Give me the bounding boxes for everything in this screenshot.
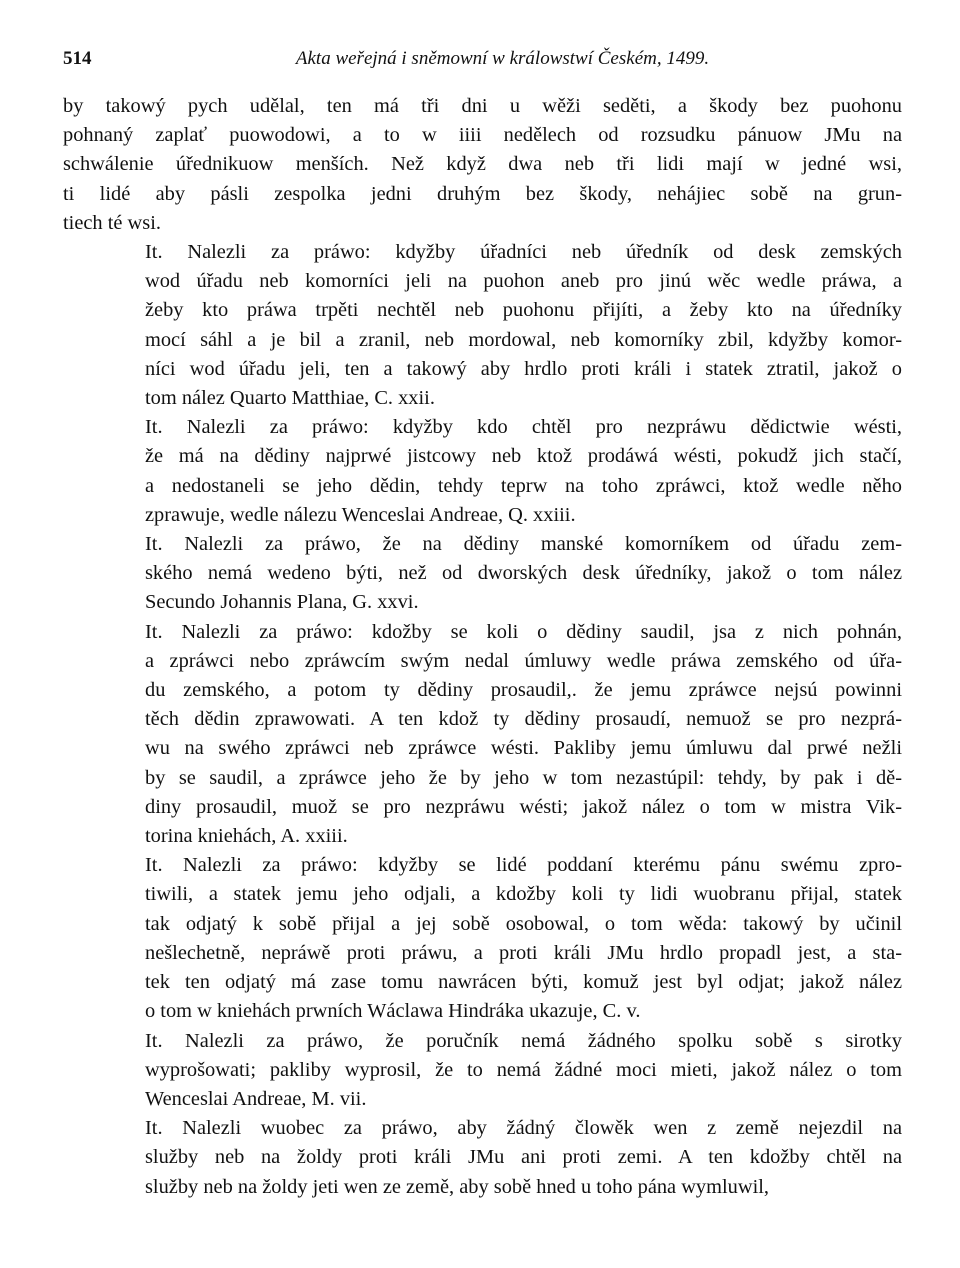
text-line: Wenceslai Andreae, M. vii. [145, 1087, 367, 1110]
text-line: Secundo Johannis Plana, G. xxvi. [145, 591, 419, 614]
text-line: It. Nalezli za práwo, že poručník nemá žádného spolku sobě s sirotky [145, 1029, 902, 1052]
paragraph [63, 1114, 902, 1202]
body-text [63, 92, 902, 1202]
text-line: diny prosaudil, muož se pro nezpráwu wésti; jakož nález o tom w mistra Vik- [145, 795, 902, 818]
text-line: by se saudil, a zpráwce jeho že by jeho w tom nezastúpil: tehdy, by pak i dě- [145, 766, 902, 789]
text-line: It. Nalezli za práwo: kdyžby úřadníci neb úředník od desk zemských [145, 241, 902, 264]
paragraph [63, 618, 902, 852]
text-line: zprawuje, wedle nálezu Wenceslai Andreae, Q. xxiii. [145, 503, 576, 526]
text-line: že má na dědiny najprwé jistcowy neb ktož prodáwá wésti, pokudž jich stačí, [145, 445, 902, 468]
paragraph [63, 851, 902, 1026]
text-line: wyprošowati; pakliby wyprosil, že to nemá žádné moci mieti, jakož nález o tom [145, 1058, 902, 1081]
text-line: níci wod úřadu jeli, ten a takowý aby hrdlo proti králi i statek ztratil, jakož o [145, 357, 902, 380]
text-line: mocí sáhl a je bil a zranil, neb mordowal, neb komorníky zbil, kdyžby komor- [145, 328, 902, 351]
text-line: tiwili, a statek jemu jeho odjali, a kdožby koli ty lidi wuobranu přijal, statek [145, 883, 902, 906]
text-line: It. Nalezli wuobec za práwo, aby žádný člowěk wen z země nejezdil na [145, 1117, 902, 1140]
text-line: tek ten odjatý má zase tomu nawrácen býti, komuž jest byl odjat; jakož nález [145, 971, 902, 994]
text-line: wu na swého zpráwci neb zpráwce wésti. Pakliby jemu úmluwu dal prwé nežli [145, 737, 902, 760]
paragraph [63, 1027, 902, 1115]
text-line: du zemského, a potom ty dědiny prosaudil,. že jemu zpráwce nejsú powinni [145, 679, 902, 702]
text-line: It. Nalezli za práwo, že na dědiny manské komorníkem od úřadu zem- [145, 533, 902, 556]
text-line: o tom w kniehách prwních Wáclawa Hindráka ukazuje, C. v. [145, 1000, 641, 1023]
paragraph [63, 530, 902, 618]
text-line: a zpráwci nebo zpráwcím swým nedal úmluwy wedle práwa zemského od úřa- [145, 649, 902, 672]
text-line: tiech té wsi. [63, 211, 161, 234]
paragraph [63, 92, 902, 238]
page-number: 514 [63, 48, 92, 69]
running-title: Akta weřejná i sněmowní w králowstwí Českém, 1499. [295, 48, 710, 69]
text-line: a nedostaneli se jeho dědin, tehdy teprw na toho zpráwci, ktož wedle něho [145, 474, 902, 497]
page-header [63, 44, 902, 74]
text-line: schwálenie úřednikuow menších. Než když dwa neb tři lidi mají w jedné wsi, [63, 153, 902, 176]
text-line: It. Nalezli za práwo: kdyžby kdo chtěl pro nezpráwu dědictwie wésti, [145, 416, 902, 439]
text-line: těch dědin zprawowati. A ten kdož ty dědiny prosaudí, nemuož se pro nezprá- [145, 708, 902, 731]
text-line: It. Nalezli za práwo: kdyžby se lidé poddaní kterému pánu swému zpro- [145, 854, 902, 877]
text-line: služby neb na žoldy jeti wen ze země, aby sobě hned u toho pána wymluwil, [145, 1175, 770, 1198]
text-line: tom nález Quarto Matthiae, C. xxii. [145, 387, 435, 410]
text-line: pohnaný zaplať puowodowi, a to w iiii nedělech od rozsudku pánuow JMu na [63, 124, 902, 147]
text-line: torina kniehách, A. xxiii. [145, 825, 348, 848]
text-line: It. Nalezli za práwo: kdožby se koli o dědiny saudil, jsa z nich pohnán, [145, 620, 902, 643]
text-line: služby neb na žoldy proti králi JMu ani proti zemi. A ten kdožby chtěl na [145, 1146, 902, 1169]
text-line: wod úřadu neb komorníci jeli na puohon aneb pro jinú wěc wedle práwa, a [145, 270, 902, 293]
paragraph [63, 413, 902, 530]
text-line: žeby kto práwa trpěti nechtěl neb puohonu přijíti, a žeby kto na úředníky [145, 299, 902, 322]
text-line: nešlechetně, nepráwě proti práwu, a proti králi JMu hrdlo propadl jest, a sta- [145, 941, 902, 964]
text-line: by takowý pych udělal, ten má tři dni u wěži seděti, a škody bez puohonu [63, 95, 902, 117]
paragraph [63, 238, 902, 413]
text-line: ského nemá wedeno býti, než od dworských desk úředníky, jakož o tom nález [145, 562, 902, 585]
text-line: ti lidé aby pásli zespolka jedni druhým bez škody, nehájiec sobě na grun- [63, 182, 902, 205]
text-line: tak odjatý k sobě přijal a jej sobě osobowal, o tom wěda: takowý by učinil [145, 912, 902, 935]
